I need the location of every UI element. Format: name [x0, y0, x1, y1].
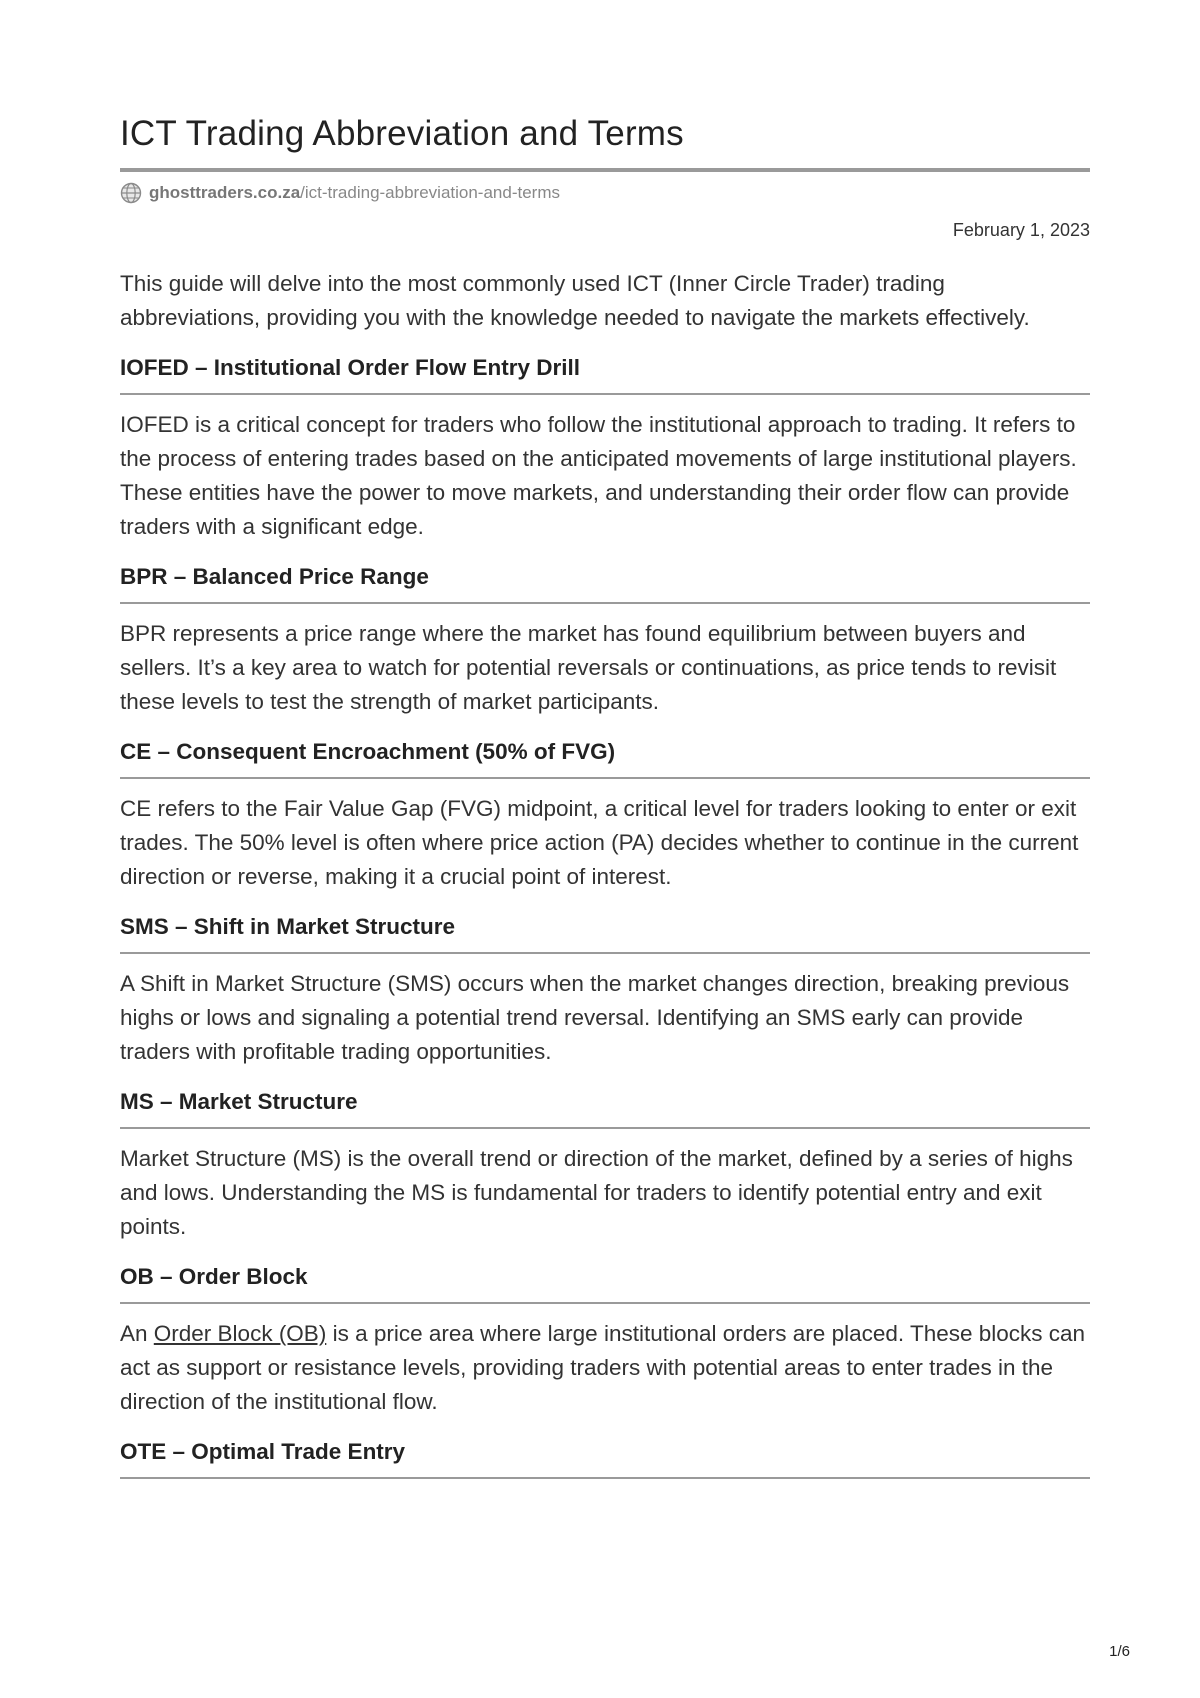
section-bpr [120, 562, 1090, 719]
document-page [120, 110, 1090, 1479]
section-sms [120, 912, 1090, 1069]
source-domain[interactable]: ghosttraders.co.za [149, 183, 301, 202]
page-number: 1/6 [1109, 1643, 1130, 1660]
section-heading: CE – Consequent Encroachment (50% of FVG) [120, 737, 1090, 779]
section-body: IOFED is a critical concept for traders who follow the institutional approach to trading. It refers to the process of entering trades based on the anticipated movements of large institutional players. These entities have the power to move markets, and understanding their order flow can provide traders with a significant edge. [120, 412, 1077, 539]
section-heading: MS – Market Structure [120, 1087, 1090, 1129]
title-divider [120, 168, 1090, 172]
section-heading: SMS – Shift in Market Structure [120, 912, 1090, 954]
source-line [120, 181, 1090, 205]
section-heading: OB – Order Block [120, 1262, 1090, 1304]
section-heading: BPR – Balanced Price Range [120, 562, 1090, 604]
intro-paragraph: This guide will delve into the most commonly used ICT (Inner Circle Trader) trading abbreviations, providing you with the knowledge needed to navigate the markets effectively. [120, 271, 1030, 330]
section-body: A Shift in Market Structure (SMS) occurs when the market changes direction, breaking previous highs or lows and signaling a potential trend reversal. Identifying an SMS early can provide traders with profitable trading opportunities. [120, 971, 1070, 1064]
section-body: Market Structure (MS) is the overall trend or direction of the market, defined by a series of highs and lows. Understanding the MS is fundamental for traders to identify potential entry and exit points. [120, 1146, 1073, 1239]
publish-date: February 1, 2023 [952, 220, 1090, 240]
section-ce [120, 737, 1090, 894]
body-text: An [120, 1321, 154, 1346]
order-block-link[interactable]: Order Block (OB) [153, 1321, 327, 1346]
section-ob [120, 1262, 1090, 1419]
globe-icon [120, 182, 142, 204]
section-body [120, 1317, 1090, 1419]
section-iofed [120, 353, 1090, 544]
section-ms [120, 1087, 1090, 1244]
section-heading: OTE – Optimal Trade Entry [120, 1437, 1090, 1479]
body-text: is a price area where large institutional orders are placed. These blocks can act as support or resistance levels, providing traders with potential areas to enter trades in the direction of the institutional flow. [120, 1321, 1086, 1414]
section-heading: IOFED – Institutional Order Flow Entry Drill [120, 353, 1090, 395]
section-ote [120, 1437, 1090, 1479]
source-path[interactable]: /ict-trading-abbreviation-and-terms [300, 183, 560, 202]
section-body: CE refers to the Fair Value Gap (FVG) midpoint, a critical level for traders looking to enter or exit trades. The 50% level is often where price action (PA) decides whether to continue in the current direction or reverse, making it a crucial point of interest. [120, 796, 1079, 889]
section-body: BPR represents a price range where the market has found equilibrium between buyers and sellers. It’s a key area to watch for potential reversals or continuations, as price tends to revisit these levels to test the strength of market participants. [120, 621, 1057, 714]
page-title: ICT Trading Abbreviation and Terms [120, 114, 684, 153]
